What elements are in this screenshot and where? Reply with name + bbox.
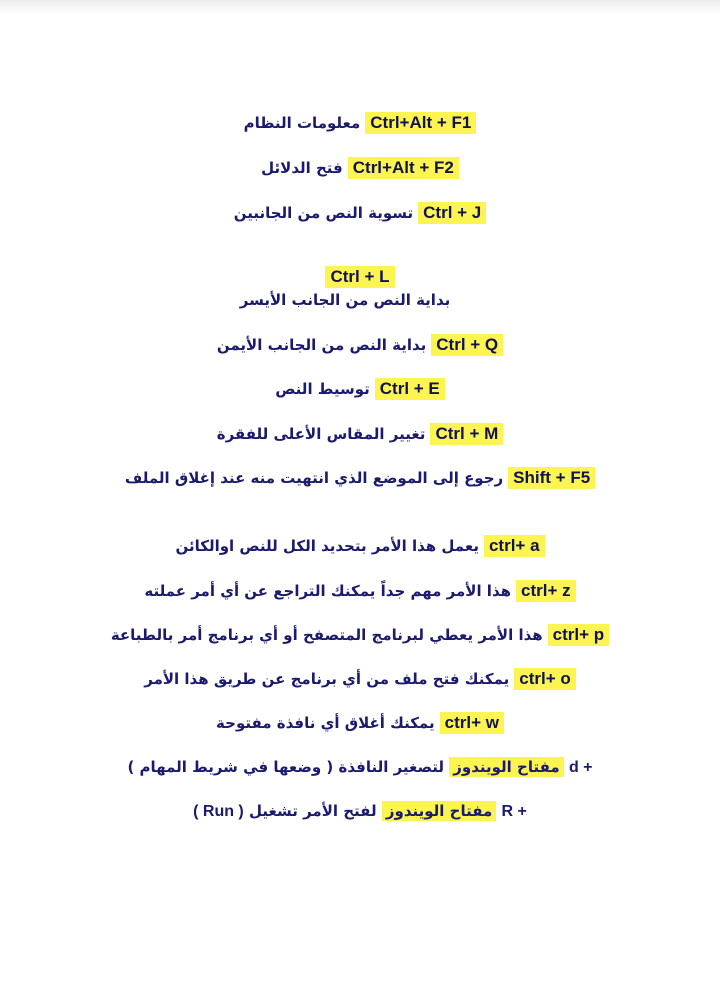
shortcut-key: Ctrl + J [418, 202, 486, 224]
shortcut-description: تسوية النص من الجانبين [233, 204, 414, 222]
shortcut-key: Ctrl+Alt + F1 [365, 112, 476, 134]
shortcut-description: يمكنك فتح ملف من أي برنامج عن طريق هذا الأمر [144, 670, 510, 688]
shortcut-line [0, 668, 720, 690]
shortcut-line [0, 802, 720, 821]
shortcut-line [0, 712, 720, 734]
shortcut-key: ctrl+ p [548, 624, 610, 646]
shortcut-description: فتح الدلائل [261, 159, 343, 177]
shortcut-description: يمكنك أغلاق أي نافذة مفتوحة [216, 714, 435, 732]
shortcut-key: d + [568, 759, 593, 776]
shortcut-key: ctrl+ w [440, 712, 504, 734]
shortcut-line [0, 423, 720, 445]
shortcut-description: رجوع إلى الموضع الذي انتهيت منه عند إغلاق الملف [124, 469, 504, 487]
shortcut-line [0, 266, 720, 288]
run-label: ( Run ) [193, 803, 244, 820]
shortcut-key: ctrl+ o [514, 668, 576, 690]
windows-key-label: مفتاح الويندوز [449, 757, 563, 777]
shortcut-line [0, 291, 720, 309]
shortcut-key: ctrl+ z [516, 580, 576, 602]
shortcut-description: لتصغير النافذة ( وضعها في شريط المهام ) [127, 758, 445, 776]
shortcut-description: تغيير المقاس الأعلى للفقرة [216, 425, 426, 443]
shortcut-key: Ctrl+Alt + F2 [348, 157, 459, 179]
shortcut-description: هذا الأمر مهم جداً يمكنك التراجع عن أي أمر عملته [144, 582, 512, 600]
shortcut-line [0, 535, 720, 557]
shortcut-key: Ctrl + L [325, 266, 394, 288]
shortcut-key: Ctrl + Q [431, 334, 503, 356]
shortcut-line [0, 758, 720, 777]
shortcut-line [0, 378, 720, 400]
shortcut-description: بداية النص من الجانب الأيسر [239, 291, 451, 309]
shortcut-description: بداية النص من الجانب الأيمن [216, 336, 427, 354]
shortcut-line [0, 624, 720, 646]
windows-key-label: مفتاح الويندوز [382, 801, 496, 821]
shortcut-key: R + [501, 803, 527, 820]
shortcut-line [0, 157, 720, 179]
shortcut-line [0, 334, 720, 356]
shortcut-key: Ctrl + E [375, 378, 445, 400]
shortcut-key: Ctrl + M [430, 423, 503, 445]
shortcut-line [0, 580, 720, 602]
shortcut-description: يعمل هذا الأمر بتحديد الكل للنص اوالكائن [175, 537, 479, 555]
shortcut-key: ctrl+ a [484, 535, 545, 557]
shortcut-line [0, 202, 720, 224]
shortcut-key: Shift + F5 [508, 467, 595, 489]
shortcut-description: توسيط النص [275, 380, 370, 398]
shortcut-description: لفتح الأمر تشغيل [249, 802, 377, 820]
shortcut-description: معلومات النظام [243, 114, 361, 132]
shortcut-line [0, 112, 720, 134]
shortcut-line [0, 467, 720, 489]
shortcut-description: هذا الأمر يعطي لبرنامج المتصفح أو أي برنامج أمر بالطباعة [110, 626, 543, 644]
